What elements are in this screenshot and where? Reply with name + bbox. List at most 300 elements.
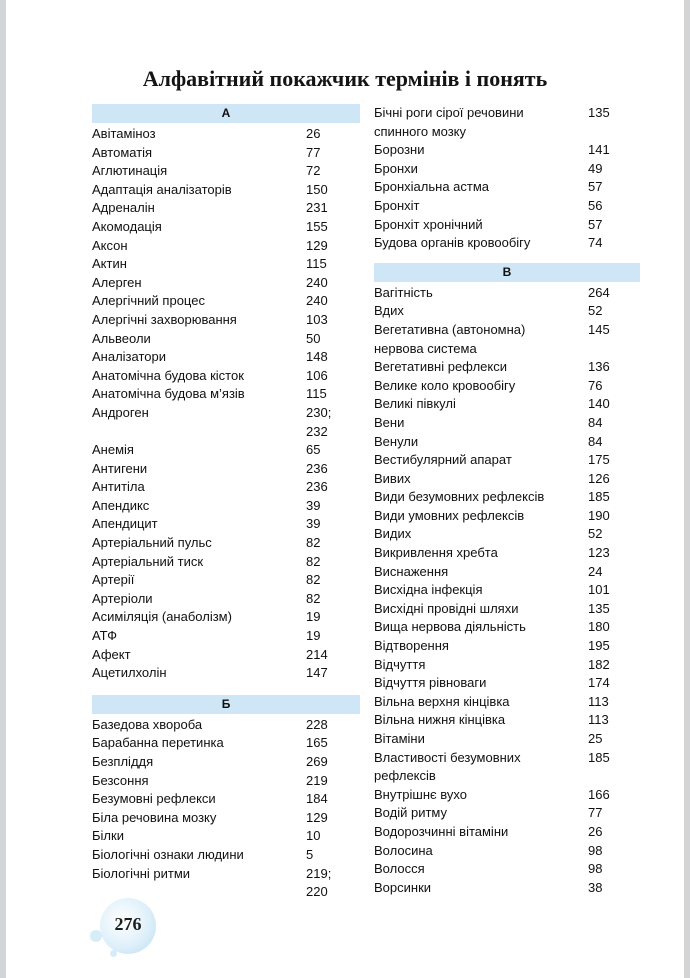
entry-term xyxy=(92,125,302,144)
entry-page-number: 148 xyxy=(306,349,328,365)
entry-page xyxy=(302,608,360,627)
index-entry xyxy=(92,478,360,497)
entry-term-line: Ворсинки xyxy=(374,879,432,895)
index-entry xyxy=(374,104,640,141)
index-entry xyxy=(92,590,360,609)
entry-term xyxy=(374,674,584,693)
entry-page xyxy=(584,730,640,749)
section-header-b: Б xyxy=(92,695,360,714)
entry-term-line: Алерген xyxy=(92,274,142,290)
entry-term xyxy=(374,525,584,544)
entry-term-line: Базедова хвороба xyxy=(92,716,203,732)
index-entry xyxy=(92,608,360,627)
entry-page xyxy=(584,860,640,879)
section-v-list xyxy=(374,284,640,898)
index-entry xyxy=(374,804,640,823)
entry-page xyxy=(302,255,360,274)
entry-term xyxy=(92,311,302,330)
entry-page xyxy=(302,753,360,772)
index-entry xyxy=(374,216,640,235)
entry-term xyxy=(374,600,584,619)
entry-term xyxy=(92,404,302,441)
left-column xyxy=(92,104,360,902)
index-entry xyxy=(92,534,360,553)
entry-page xyxy=(302,330,360,349)
entry-term-line: Вдих xyxy=(374,303,404,319)
section-header-a: А xyxy=(92,104,360,123)
entry-page-number: 84 xyxy=(588,433,603,449)
entry-page-number: 180 xyxy=(588,619,610,635)
entry-term xyxy=(374,879,584,898)
entry-page xyxy=(584,470,640,489)
entry-page-number: 232 xyxy=(306,423,328,439)
entry-term xyxy=(92,790,302,809)
index-entry xyxy=(374,141,640,160)
index-entry xyxy=(374,656,640,675)
entry-page-number: 150 xyxy=(306,181,328,197)
entry-page xyxy=(302,367,360,386)
index-entry xyxy=(92,790,360,809)
entry-page-number: 56 xyxy=(588,197,603,213)
entry-term xyxy=(92,385,302,404)
index-entry xyxy=(92,292,360,311)
entry-term-line: нервова система xyxy=(374,340,477,356)
entry-term xyxy=(374,693,584,712)
entry-term xyxy=(92,553,302,572)
entry-page xyxy=(584,234,640,253)
entry-term-line: Вільна верхня кінцівка xyxy=(374,693,510,709)
entry-term xyxy=(374,637,584,656)
index-entry xyxy=(92,199,360,218)
index-entry xyxy=(92,846,360,865)
entry-term-line: Водорозчинні вітаміни xyxy=(374,823,509,839)
entry-page-number: 103 xyxy=(306,311,328,327)
entry-term xyxy=(92,772,302,791)
entry-page xyxy=(302,790,360,809)
entry-page xyxy=(584,879,640,898)
index-entry xyxy=(92,348,360,367)
entry-term-line: Адаптація аналізаторів xyxy=(92,181,232,197)
entry-term xyxy=(374,377,584,396)
entry-page xyxy=(584,637,640,656)
entry-page-number: 185 xyxy=(588,749,610,765)
entry-term-line: Аглютинація xyxy=(92,163,168,179)
entry-term xyxy=(92,734,302,753)
entry-page xyxy=(302,664,360,683)
entry-page-number: 50 xyxy=(306,330,321,346)
index-entry xyxy=(374,234,640,253)
entry-term-line: Вагітність xyxy=(374,284,433,300)
entry-term-line: Артеріальний тиск xyxy=(92,553,204,569)
entry-page xyxy=(302,553,360,572)
section-b-list-left xyxy=(92,716,360,902)
entry-term xyxy=(92,865,302,902)
index-entry xyxy=(374,284,640,303)
entry-page-number: 175 xyxy=(588,452,610,468)
entry-term-line: Андроген xyxy=(92,404,149,420)
entry-term xyxy=(92,237,302,256)
entry-term xyxy=(92,809,302,828)
entry-page xyxy=(302,441,360,460)
index-entry xyxy=(92,809,360,828)
entry-term xyxy=(92,292,302,311)
entry-term-line: Викривлення хребта xyxy=(374,545,498,561)
entry-page xyxy=(584,433,640,452)
entry-term xyxy=(374,786,584,805)
entry-term-line: Волосина xyxy=(374,842,433,858)
index-entry xyxy=(92,734,360,753)
entry-term xyxy=(92,515,302,534)
entry-page xyxy=(584,618,640,637)
entry-page-number: 74 xyxy=(588,235,603,251)
entry-term-line: Бронхіальна астма xyxy=(374,179,490,195)
entry-page-number: 135 xyxy=(588,105,610,120)
entry-page xyxy=(302,218,360,237)
entry-page-number: 76 xyxy=(588,377,603,393)
index-entry xyxy=(92,827,360,846)
index-entry xyxy=(92,441,360,460)
index-entry xyxy=(92,865,360,902)
entry-page xyxy=(302,237,360,256)
entry-page xyxy=(302,627,360,646)
index-entry xyxy=(374,674,640,693)
index-entry xyxy=(92,367,360,386)
index-entry xyxy=(374,507,640,526)
entry-page-number: 219 xyxy=(306,772,328,788)
entry-term-line: Вільна нижня кінцівка xyxy=(374,712,506,728)
index-entry xyxy=(374,600,640,619)
index-entry xyxy=(374,414,640,433)
entry-page-number: 57 xyxy=(588,216,603,232)
index-entry xyxy=(374,879,640,898)
entry-term xyxy=(92,274,302,293)
entry-term-line: Висхідна інфекція xyxy=(374,582,483,598)
entry-page-number: 57 xyxy=(588,179,603,195)
entry-page-number: 106 xyxy=(306,367,328,383)
entry-term-line: Будова органів кровообігу xyxy=(374,235,531,251)
entry-term xyxy=(374,141,584,160)
index-entry xyxy=(92,330,360,349)
entry-term xyxy=(92,827,302,846)
entry-term xyxy=(92,664,302,683)
entry-page xyxy=(584,321,640,358)
entry-term-line: Антитіла xyxy=(92,479,145,495)
entry-term-line: Видих xyxy=(374,526,412,542)
entry-term-line: Апендицит xyxy=(92,516,158,532)
entry-page xyxy=(584,141,640,160)
entry-page-number: 147 xyxy=(306,665,328,681)
entry-term xyxy=(92,330,302,349)
index-entry xyxy=(374,395,640,414)
entry-term xyxy=(374,321,584,358)
entry-term xyxy=(374,104,584,141)
entry-term-line: Відчуття xyxy=(374,656,426,672)
entry-page-number: 240 xyxy=(306,274,328,290)
entry-page xyxy=(302,162,360,181)
entry-term-line: Алергічний процес xyxy=(92,293,205,309)
entry-term-line: Відтворення xyxy=(374,638,449,654)
entry-term xyxy=(92,608,302,627)
index-entry xyxy=(92,515,360,534)
entry-term xyxy=(92,497,302,516)
index-entry xyxy=(92,181,360,200)
section-a-list xyxy=(92,125,360,683)
entry-page xyxy=(302,181,360,200)
entry-term xyxy=(374,860,584,879)
entry-term xyxy=(374,823,584,842)
entry-page xyxy=(302,348,360,367)
entry-page-number: 25 xyxy=(588,731,603,746)
entry-term-line: Акомодація xyxy=(92,218,162,234)
entry-term xyxy=(374,730,584,749)
entry-page xyxy=(584,358,640,377)
entry-term xyxy=(92,460,302,479)
entry-page-number: 236 xyxy=(306,479,328,495)
entry-page-number: 39 xyxy=(306,497,321,513)
entry-page-number: 184 xyxy=(306,791,328,807)
index-entry xyxy=(374,160,640,179)
entry-term xyxy=(374,488,584,507)
entry-term xyxy=(374,804,584,823)
index-entry xyxy=(92,144,360,163)
index-entry xyxy=(374,302,640,321)
index-entry xyxy=(374,451,640,470)
entry-page xyxy=(584,711,640,730)
page-title: Алфавітний покажчик термінів і понять xyxy=(142,66,548,91)
entry-term-line: Безумовні рефлекси xyxy=(92,791,216,807)
entry-term-line: Алергічні захворювання xyxy=(92,311,237,327)
section-header-v: В xyxy=(374,263,640,282)
index-entry xyxy=(374,197,640,216)
entry-page-number: 72 xyxy=(306,163,321,179)
index-entry xyxy=(374,618,640,637)
entry-page xyxy=(584,804,640,823)
entry-page-number: 10 xyxy=(306,828,321,844)
entry-page xyxy=(584,525,640,544)
entry-term-line: спинного мозку xyxy=(374,123,467,139)
entry-term xyxy=(374,563,584,582)
entry-term xyxy=(92,181,302,200)
right-column xyxy=(374,104,640,897)
index-entry xyxy=(374,730,640,749)
index-entry xyxy=(374,749,640,786)
entry-term-line: Асиміляція (анаболізм) xyxy=(92,609,232,625)
entry-page xyxy=(584,197,640,216)
index-entry xyxy=(374,470,640,489)
entry-term-line: Анатомічна будова кісток xyxy=(92,367,244,383)
index-entry xyxy=(92,460,360,479)
page xyxy=(6,0,684,978)
entry-page xyxy=(302,571,360,590)
entry-page-number: 101 xyxy=(588,582,610,598)
entry-page-number: 113 xyxy=(588,712,609,728)
entry-page-number: 82 xyxy=(306,590,321,606)
index-entry xyxy=(92,162,360,181)
entry-page xyxy=(302,846,360,865)
entry-term-line: Висхідні провідні шляхи xyxy=(374,600,519,616)
entry-page xyxy=(302,734,360,753)
index-entry xyxy=(374,525,640,544)
entry-page xyxy=(302,311,360,330)
entry-term-line: Борозни xyxy=(374,142,425,158)
entry-page xyxy=(302,827,360,846)
entry-page-number: 145 xyxy=(588,321,610,337)
entry-term-line: Альвеоли xyxy=(92,330,151,346)
entry-page-number: 77 xyxy=(306,144,321,160)
entry-term-line: Вестибулярний апарат xyxy=(374,452,512,468)
entry-page xyxy=(584,693,640,712)
entry-term-line: Волосся xyxy=(374,861,425,877)
entry-term-line: Анемія xyxy=(92,442,134,458)
entry-page-number: 82 xyxy=(306,553,321,569)
index-entry xyxy=(374,321,640,358)
index-entry xyxy=(374,563,640,582)
entry-page-number: 135 xyxy=(588,600,610,616)
entry-page xyxy=(584,377,640,396)
entry-page xyxy=(302,772,360,791)
entry-page xyxy=(584,581,640,600)
entry-page-number: 5 xyxy=(306,846,314,862)
entry-page xyxy=(584,600,640,619)
entry-term-line: Водій ритму xyxy=(374,805,447,821)
index-entry xyxy=(92,125,360,144)
index-entry xyxy=(374,433,640,452)
entry-term-line: Барабанна перетинка xyxy=(92,735,224,751)
index-entry xyxy=(92,772,360,791)
entry-page xyxy=(584,563,640,582)
index-entry xyxy=(92,716,360,735)
entry-term-line: Бронхи xyxy=(374,160,418,176)
entry-page xyxy=(584,284,640,303)
entry-page-number: 19 xyxy=(306,628,321,644)
entry-page xyxy=(302,478,360,497)
index-entry xyxy=(92,404,360,441)
entry-page-number: 140 xyxy=(588,396,610,412)
index-entry xyxy=(92,571,360,590)
entry-page xyxy=(584,104,640,141)
entry-page-number: 82 xyxy=(306,535,321,551)
entry-term-line: рефлексів xyxy=(374,768,436,784)
entry-term xyxy=(374,507,584,526)
entry-term xyxy=(374,284,584,303)
entry-page xyxy=(302,199,360,218)
entry-page-number: 84 xyxy=(588,414,603,430)
entry-term xyxy=(92,144,302,163)
entry-page-number: 166 xyxy=(588,786,610,802)
entry-term xyxy=(92,590,302,609)
entry-term xyxy=(92,441,302,460)
entry-term-line: Бічні роги сірої речовини xyxy=(374,105,524,120)
entry-term-line: Аналізатори xyxy=(92,349,166,365)
entry-term-line: Артеріальний пульс xyxy=(92,535,212,551)
entry-page xyxy=(302,515,360,534)
entry-page xyxy=(584,749,640,786)
entry-term xyxy=(374,433,584,452)
entry-page xyxy=(584,160,640,179)
entry-term-line: Біологічні ознаки людини xyxy=(92,846,244,862)
entry-page-number: 123 xyxy=(588,545,610,561)
entry-term-line: Вища нервова діяльність xyxy=(374,619,526,635)
index-entry xyxy=(92,311,360,330)
entry-term-line: Анатомічна будова м’язів xyxy=(92,386,245,402)
entry-term xyxy=(92,162,302,181)
entry-page-number: 236 xyxy=(306,460,328,476)
entry-page-number: 174 xyxy=(588,675,610,691)
index-entry xyxy=(374,377,640,396)
entry-page xyxy=(584,178,640,197)
section-b-list-right xyxy=(374,104,640,253)
entry-page-number: 49 xyxy=(588,160,603,176)
entry-page xyxy=(584,656,640,675)
entry-page xyxy=(302,385,360,404)
entry-page xyxy=(302,125,360,144)
entry-term-line: Внутрішнє вухо xyxy=(374,786,467,802)
entry-term-line: Артерії xyxy=(92,572,135,588)
index-entry xyxy=(92,553,360,572)
entry-page xyxy=(302,292,360,311)
entry-term xyxy=(374,544,584,563)
entry-term-line: Властивості безумовних xyxy=(374,749,521,765)
entry-page xyxy=(584,414,640,433)
index-entry xyxy=(374,842,640,861)
entry-term-line: Бронхіт хронічний xyxy=(374,216,483,232)
entry-term-line: Білки xyxy=(92,828,124,844)
index-entry xyxy=(92,627,360,646)
entry-page-number: 165 xyxy=(306,735,328,751)
entry-page xyxy=(302,809,360,828)
entry-term-line: Ацетилхолін xyxy=(92,665,167,681)
entry-page xyxy=(302,274,360,293)
entry-term xyxy=(374,216,584,235)
index-entry xyxy=(92,664,360,683)
entry-page xyxy=(584,216,640,235)
entry-term xyxy=(92,627,302,646)
entry-term xyxy=(374,178,584,197)
entry-term xyxy=(374,160,584,179)
entry-page-number: 129 xyxy=(306,237,328,253)
entry-term xyxy=(374,395,584,414)
entry-page-number: 220 xyxy=(306,884,328,900)
entry-page-number: 185 xyxy=(588,489,610,505)
entry-page xyxy=(584,488,640,507)
entry-page-number: 214 xyxy=(306,646,328,662)
index-entry xyxy=(374,581,640,600)
entry-term xyxy=(374,749,584,786)
index-entry xyxy=(374,488,640,507)
entry-term-line: Вегетативні рефлекси xyxy=(374,359,507,375)
entry-page-number: 19 xyxy=(306,609,321,625)
index-entry xyxy=(92,255,360,274)
entry-page-number: 129 xyxy=(306,809,328,825)
index-entry xyxy=(92,646,360,665)
entry-term xyxy=(92,348,302,367)
entry-page xyxy=(302,534,360,553)
entry-term-line: Безсоння xyxy=(92,772,149,788)
entry-page xyxy=(302,144,360,163)
entry-page-number: 231 xyxy=(306,200,328,216)
entry-term-line: Авітаміноз xyxy=(92,126,156,141)
entry-term xyxy=(374,470,584,489)
entry-page xyxy=(302,497,360,516)
entry-term xyxy=(92,478,302,497)
entry-term-line: Антигени xyxy=(92,460,148,476)
index-entry xyxy=(374,637,640,656)
index-entry xyxy=(92,497,360,516)
entry-page xyxy=(302,460,360,479)
entry-term xyxy=(374,451,584,470)
entry-page xyxy=(302,646,360,665)
entry-term xyxy=(374,842,584,861)
